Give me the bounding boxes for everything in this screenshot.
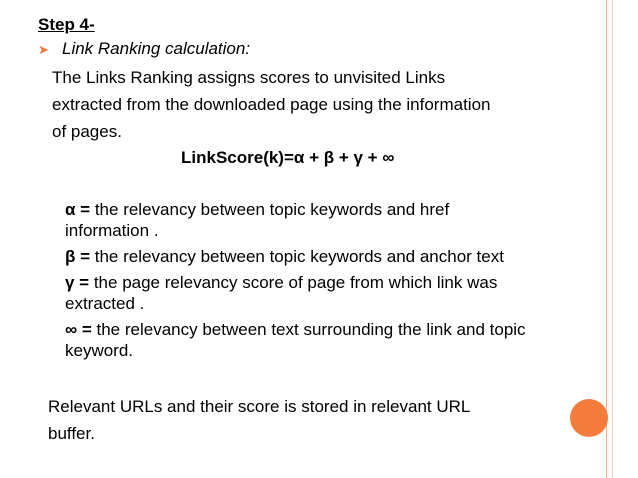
link-score-formula: LinkScore(k)=α + β + γ + ∞ [181,148,395,167]
definition-beta [65,247,504,267]
definition-continuation: extracted . [65,294,145,313]
conclusion-line: Relevant URLs and their score is stored in relevant URL [48,397,471,416]
definition-continuation: information . [65,221,159,240]
intro-line: extracted from the downloaded page using the information [52,95,491,114]
definition-symbol: α = [65,200,91,219]
definition-infinity [65,320,526,340]
definition-continuation: keyword. [65,341,134,360]
definition-symbol: β = [65,247,91,266]
conclusion-line: buffer. [48,424,95,443]
arrow-bullet-icon: ➤ [38,42,49,57]
intro-line: The Links Ranking assigns scores to unvisited Links [52,68,446,87]
decorative-rule [612,0,613,478]
orange-circle-decoration [570,399,608,437]
intro-line: of pages. [52,122,122,141]
definition-alpha [65,200,449,220]
definition-text: the relevancy between topic keywords and anchor text [90,247,504,266]
bullet-label: Link Ranking calculation: [62,39,251,58]
definition-text: the relevancy between text surrounding the link and topic [91,320,526,339]
definition-symbol: γ = [65,273,90,292]
definition-text: the relevancy between topic keywords and href [90,200,450,219]
decorative-rule [606,0,607,478]
definition-gamma [65,273,497,293]
definition-text: the page relevancy score of page from which link was [89,273,498,292]
definition-symbol: ∞ = [65,320,92,339]
step-heading: Step 4- [38,15,95,34]
bullet-item [38,38,250,61]
